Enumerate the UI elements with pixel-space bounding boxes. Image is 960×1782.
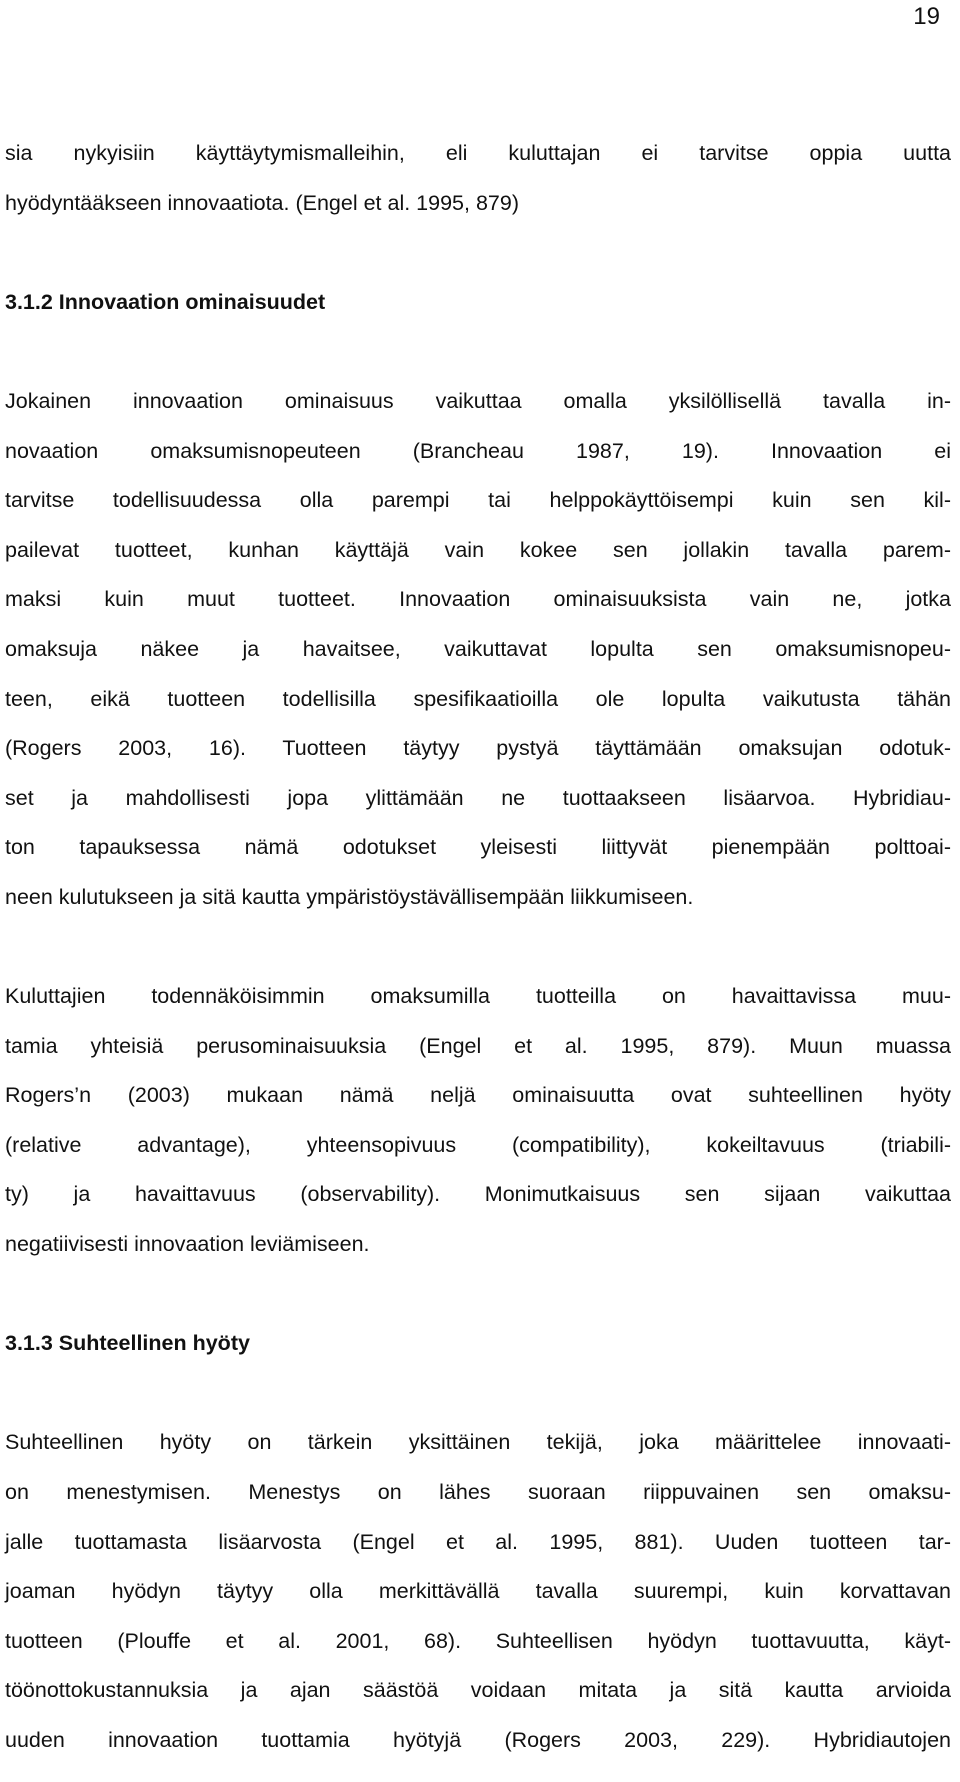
section-heading-3-1-2: 3.1.2 Innovaation ominaisuudet [5, 289, 326, 314]
text-line: set ja mahdollisesti jopa ylittämään ne tuottaakseen lisäarvoa. Hybridiau- [5, 785, 951, 810]
page-number: 19 [913, 3, 940, 30]
text-line: joaman hyödyn täytyy olla merkittävällä tavalla suurempi, kuin korvattavan [5, 1579, 951, 1604]
text-line: ty) ja havaittavuus (observability). Monimutkaisuus sen sijaan vaikuttaa [5, 1182, 951, 1207]
text-line: (relative advantage), yhteensopivuus (compatibility), kokeiltavuus (triabili- [5, 1132, 951, 1157]
text-line: Jokainen innovaation ominaisuus vaikuttaa omalla yksilöllisellä tavalla in- [5, 388, 951, 413]
text-line: töönottokustannuksia ja ajan säästöä voidaan mitata ja sitä kautta arvioida [5, 1678, 951, 1703]
text-line: jalle tuottamasta lisäarvosta (Engel et al. 1995, 881). Uuden tuotteen tar- [5, 1529, 951, 1554]
paragraph-adoption-characteristics [5, 972, 951, 1270]
text-line: Kuluttajien todennäköisimmin omaksumilla tuotteilla on havaittavissa muu- [5, 984, 951, 1009]
text-line: (Rogers 2003, 16). Tuotteen täytyy pystyä täyttämään omaksujan odotuk- [5, 736, 951, 761]
text-line: ton tapauksessa nämä odotukset yleisesti liittyvät pienempään polttoai- [5, 835, 951, 860]
text-line: negatiivisesti innovaation leviämiseen. [5, 1232, 370, 1257]
text-line: tarvitse todellisuudessa olla parempi tai helppokäyttöisempi kuin sen kil- [5, 488, 951, 513]
text-line: Rogers’n (2003) mukaan nämä neljä ominaisuutta ovat suhteellinen hyöty [5, 1083, 951, 1108]
text-line: uuden innovaation tuottamia hyötyjä (Rogers 2003, 229). Hybridiautojen [5, 1728, 951, 1752]
text-line: tamia yhteisiä perusominaisuuksia (Engel et al. 1995, 879). Muun muassa [5, 1033, 951, 1058]
page-content [5, 129, 951, 1766]
text-line: neen kulutukseen ja sitä kautta ympäristöystävällisempään liikkumiseen. [5, 884, 694, 909]
text-line: maksi kuin muut tuotteet. Innovaation ominaisuuksista vain ne, jotka [5, 587, 951, 612]
text-line: tuotteen (Plouffe et al. 2001, 68). Suhteellisen hyödyn tuottavuutta, käyt- [5, 1628, 951, 1653]
text-line: omaksuja näkee ja havaitsee, vaikuttavat lopulta sen omaksumisnopeu- [5, 636, 951, 661]
text-line: hyödyntääkseen innovaatiota. (Engel et al. 1995, 879) [5, 190, 519, 215]
text-line: on menestymisen. Menestys on lähes suoraan riippuvainen sen omaksu- [5, 1480, 951, 1505]
section-heading-3-1-3: 3.1.3 Suhteellinen hyöty [5, 1331, 250, 1356]
paragraph-innovation-properties [5, 377, 951, 923]
paragraph-intro-continuation [5, 129, 951, 228]
text-line: Suhteellinen hyöty on tärkein yksittäinen tekijä, joka määrittelee innovaati- [5, 1430, 951, 1455]
paragraph-relative-advantage [5, 1418, 951, 1765]
text-line: teen, eikä tuotteen todellisilla spesifikaatioilla ole lopulta vaikutusta tähän [5, 686, 951, 711]
text-line: novaation omaksumisnopeuteen (Brancheau 1987, 19). Innovaation ei [5, 438, 951, 463]
text-line: sia nykyisiin käyttäytymismalleihin, eli kuluttajan ei tarvitse oppia uutta [5, 141, 951, 165]
text-line: pailevat tuotteet, kunhan käyttäjä vain kokee sen jollakin tavalla parem- [5, 537, 951, 562]
